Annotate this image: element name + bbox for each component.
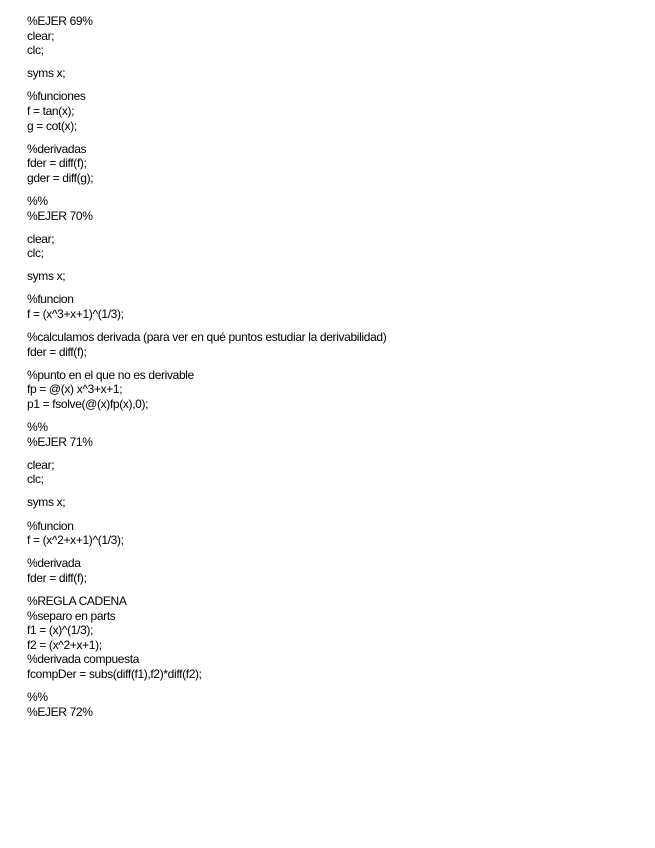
code-line: clc; [27,472,44,487]
code-line: f2 = (x^2+x+1); [27,637,102,652]
code-line: clear; [27,28,55,43]
code-line: fp = @(x) x^3+x+1; [27,382,123,397]
code-line: g = cot(x); [27,118,77,133]
blank-line [27,322,647,331]
blank-line [27,81,647,90]
blank-line [27,359,647,368]
comment-line: %derivada compuesta [27,652,140,667]
code-line: clc; [27,43,44,58]
code-line: p1 = fsolve(@(x)fp(x),0); [27,396,149,411]
comment-line: %EJER 72% [27,704,93,719]
code-line: clear; [27,231,55,246]
blank-line [27,487,647,496]
comment-line: %punto en el que no es derivable [27,367,194,382]
code-line: fder = diff(f); [27,344,87,359]
blank-line [27,58,647,67]
comment-line: %derivadas [27,141,87,156]
blank-line [27,510,647,519]
blank-line [27,284,647,293]
comment-line: %EJER 71% [27,434,93,449]
comment-line: %funcion [27,518,74,533]
code-line: fder = diff(f); [27,570,87,585]
comment-line: %EJER 69% [27,14,93,28]
comment-line: %% [27,689,48,704]
blank-line [27,449,647,458]
blank-line [27,412,647,421]
code-line: clear; [27,457,55,472]
code-line: fcompDer = subs(diff(f1),f2)*diff(f2); [27,666,202,681]
code-line: f = (x^3+x+1)^(1/3); [27,307,124,321]
code-line: f = (x^2+x+1)^(1/3); [27,533,124,548]
code-line: syms x; [27,495,66,510]
comment-line: %funciones [27,89,86,104]
blank-line [27,681,647,690]
comment-line: %EJER 70% [27,208,93,223]
blank-line [27,548,647,557]
comment-line: %funcion [27,292,74,307]
comment-line: %separo en parts [27,608,116,623]
comment-line: %% [27,193,48,208]
code-line: syms x; [27,66,66,81]
code-line: clc; [27,246,44,261]
blank-line [27,185,647,194]
blank-line [27,133,647,142]
comment-line: %REGLA CADENA [27,593,127,608]
code-line: fder = diff(f); [27,156,87,171]
code-line: gder = diff(g); [27,170,94,185]
code-line: syms x; [27,269,66,284]
code-line: f = tan(x); [27,103,75,118]
comment-line: %derivada [27,556,81,571]
blank-line [27,585,647,594]
blank-line [27,223,647,232]
code-line: f1 = (x)^(1/3); [27,623,94,638]
code-document [27,14,647,719]
comment-line: %calculamos derivada (para ver en qué puntos estudiar la derivabilidad) [27,330,387,345]
blank-line [27,261,647,270]
comment-line: %% [27,420,48,435]
